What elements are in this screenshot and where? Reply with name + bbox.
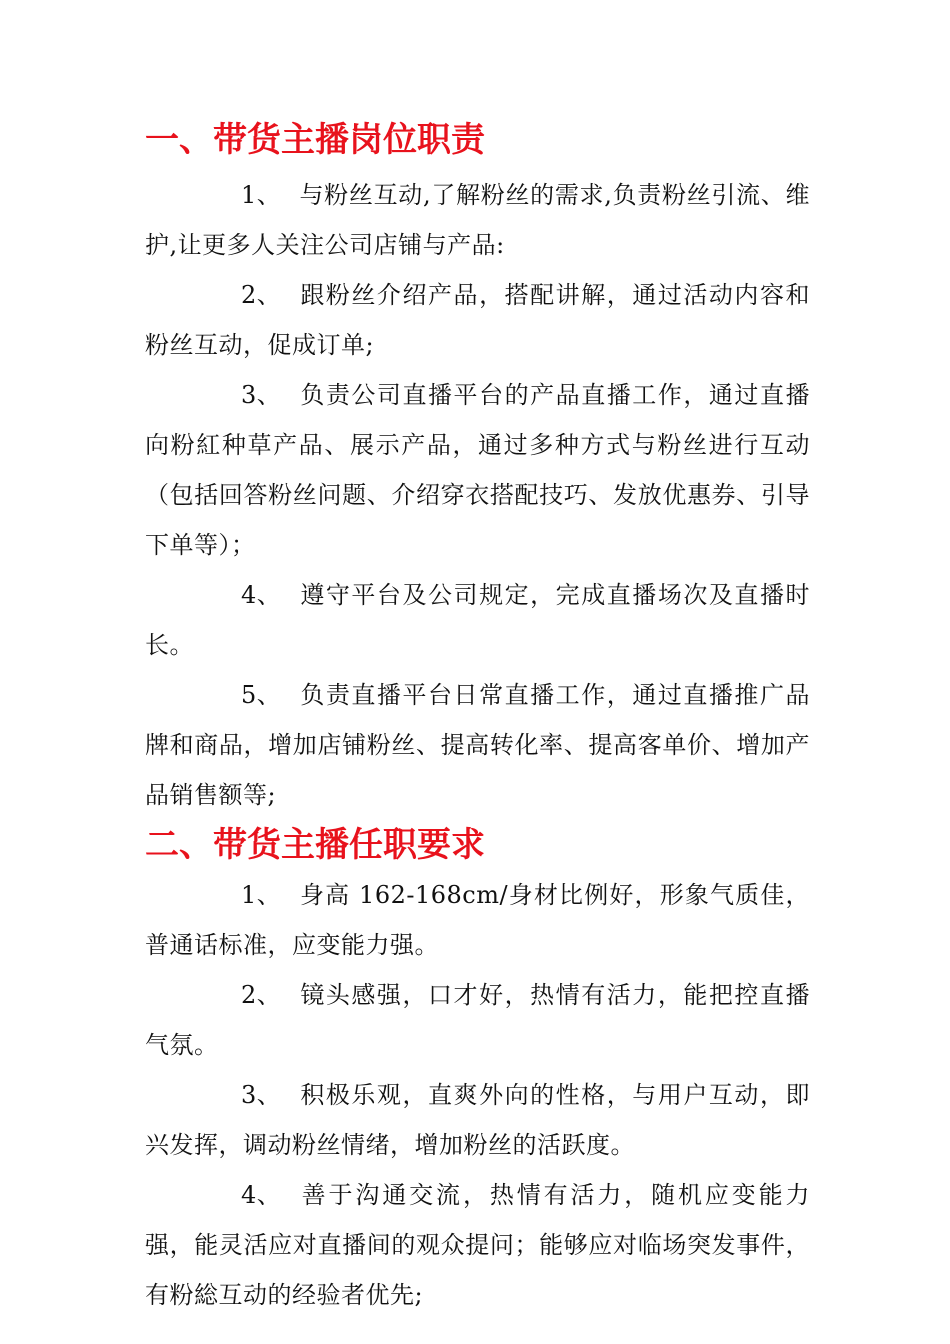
item-number: 1、 [241,881,282,909]
list-item [145,570,810,670]
item-number: 4、 [241,581,282,609]
section-title-duties: 一、带货主播岗位职责 [145,120,485,160]
list-item [145,1070,810,1170]
item-number: 3、 [241,381,282,409]
item-text: 与粉丝互动,了解粉丝的需求,负责粉丝引流、维护,让更多人关注公司店铺与产品: [145,181,810,259]
requirements-list [145,870,810,1320]
list-item [145,870,810,970]
section-title-requirements: 二、带货主播任职要求 [145,825,485,865]
item-text: 镜头感强，口才好，热情有活力，能把控直播气氛。 [145,981,810,1059]
item-number: 4、 [241,1181,282,1209]
item-text: 身高 162-168cm/身材比例好，形象气质佳，普通话标准，应变能力强。 [145,881,810,959]
list-item [145,970,810,1070]
item-text: 负责公司直播平台的产品直播工作，通过直播向粉紅种草产品、展示产品，通过多种方式与粉丝进行互动（包括回答粉丝问题、介绍穿衣搭配技巧、发放优惠券、引导下单等）； [145,381,810,559]
item-text: 善于沟通交流，热情有活力，随机应变能力强，能灵活应对直播间的观众提问；能够应对临场突发事件，有粉総互动的经验者优先; [145,1181,810,1309]
item-number: 3、 [241,1081,282,1109]
list-item [145,1170,810,1320]
list-item [145,270,810,370]
list-item [145,170,810,270]
item-number: 2、 [241,281,282,309]
item-number: 2、 [241,981,282,1009]
item-text: 积极乐观，直爽外向的性格，与用户互动，即兴发挥，调动粉丝情绪，增加粉丝的活跃度。 [145,1081,810,1159]
document-page [145,115,810,1320]
item-number: 5、 [241,681,282,709]
item-text: 负责直播平台日常直播工作，通过直播推广品牌和商品，增加店铺粉丝、提高转化率、提高客单价、增加产品销售额等; [145,681,810,809]
item-text: 跟粉丝介绍产品，搭配讲解，通过活动内容和粉丝互动，促成订单; [145,281,810,359]
item-number: 1、 [241,181,282,209]
list-item [145,370,810,570]
duties-list [145,170,810,820]
item-text: 遵守平台及公司规定，完成直播场次及直播时长。 [145,581,810,659]
list-item [145,670,810,820]
